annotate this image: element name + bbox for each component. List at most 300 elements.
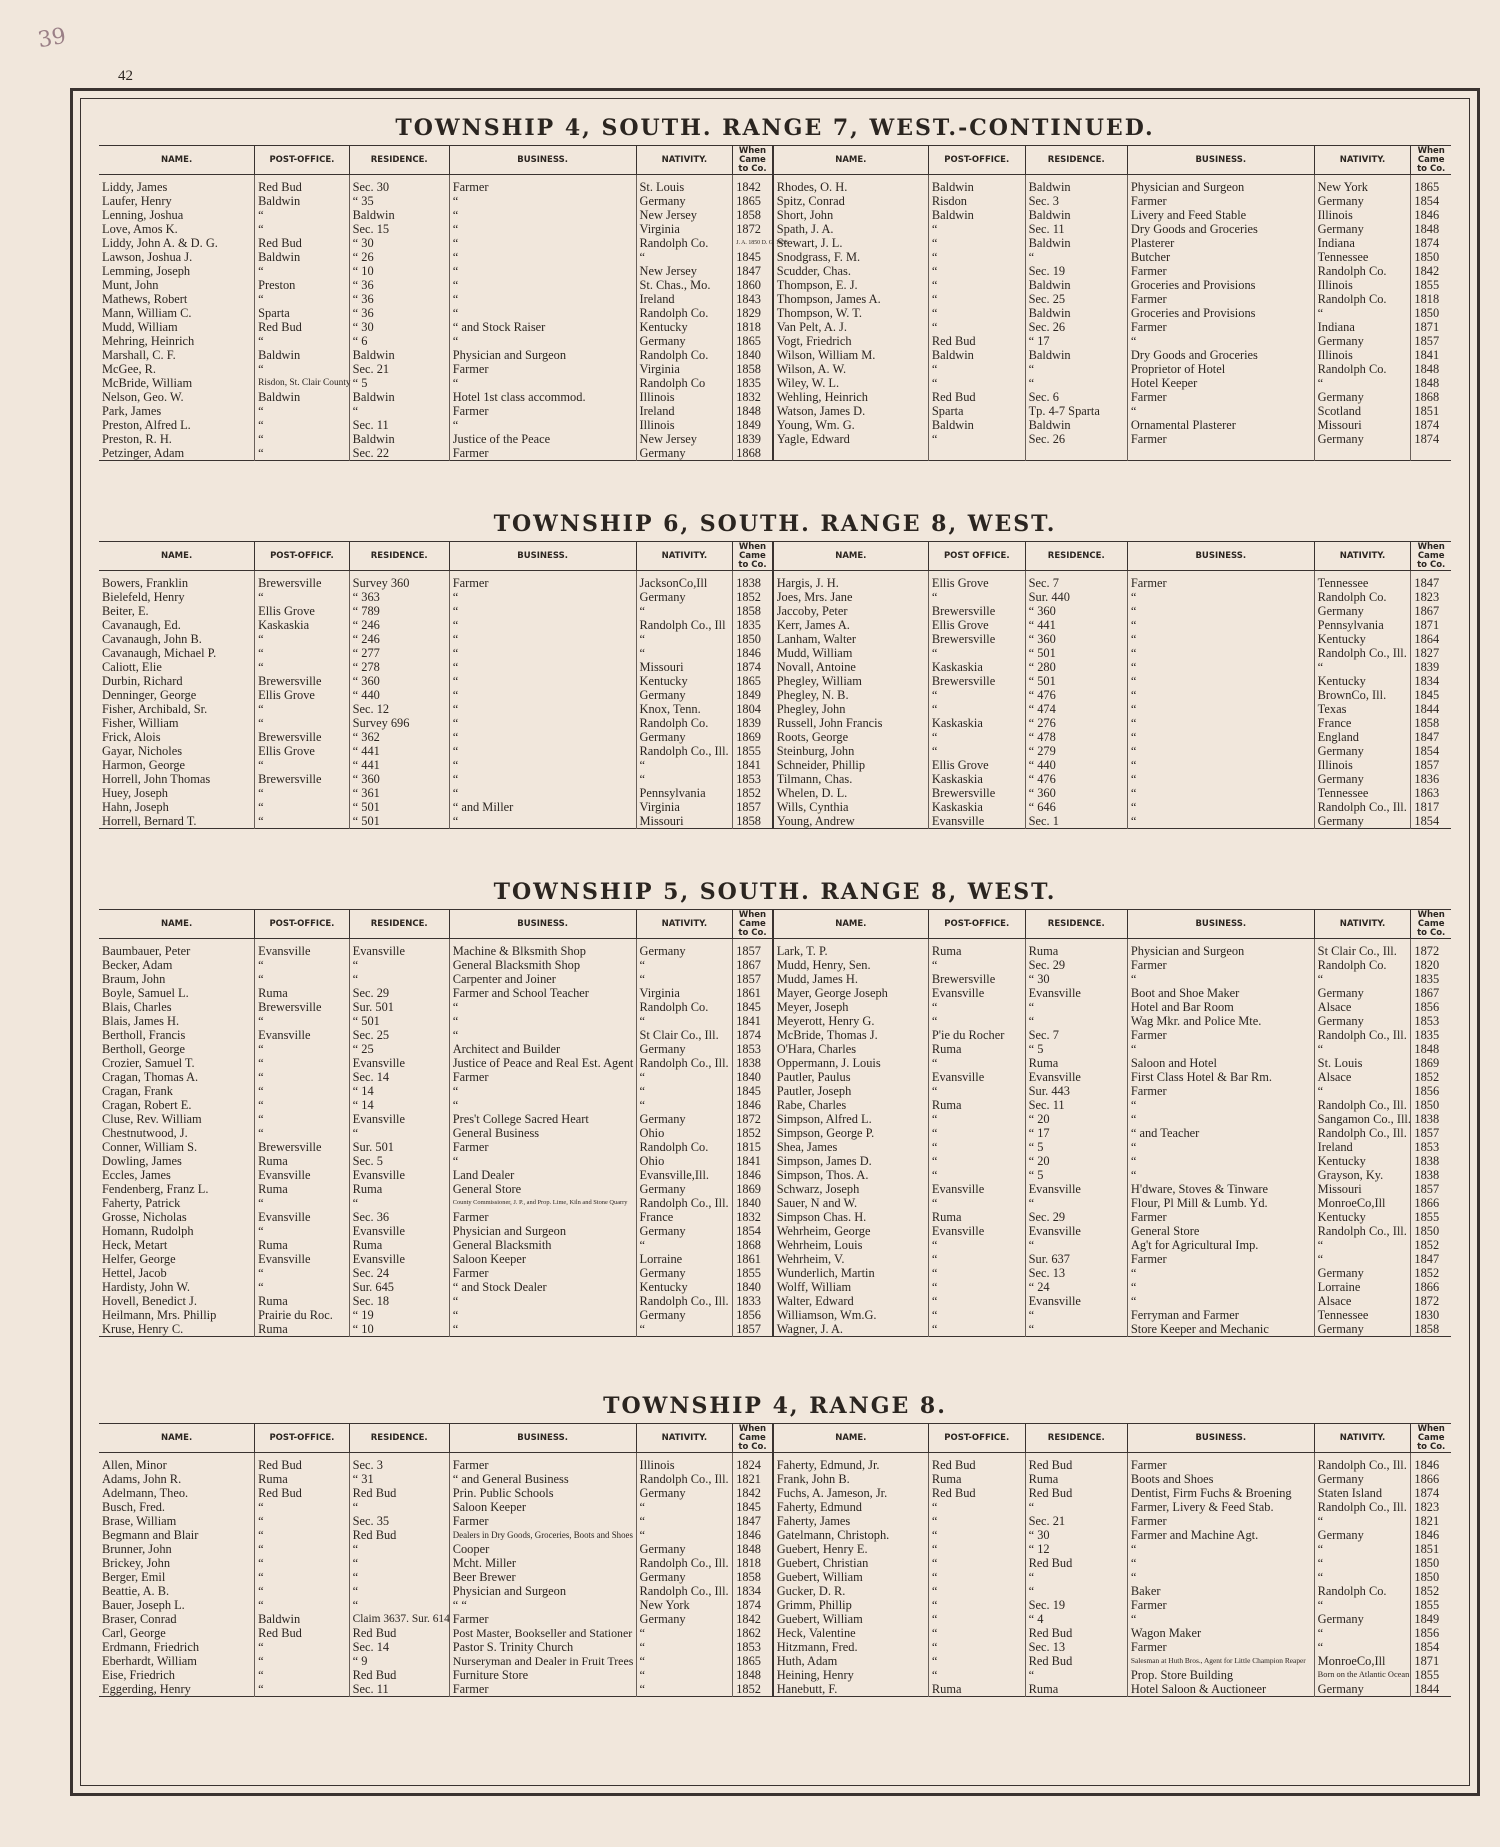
cell-post-office: “ — [928, 1266, 1025, 1280]
cell-residence: Sec. 11 — [349, 1682, 449, 1697]
cell-business: “ — [449, 646, 636, 660]
cell-nativity: France — [1314, 716, 1411, 730]
table-row — [99, 1000, 1451, 1014]
cell-post-office: “ — [255, 1126, 350, 1140]
cell-nativity: St Clair Co., Ill. — [1314, 939, 1411, 959]
cell-post-office: Ruma — [928, 1042, 1025, 1056]
cell-residence: “ 246 — [349, 618, 449, 632]
cell-nativity: “ — [636, 1070, 733, 1084]
cell-residence: “ 36 — [349, 292, 449, 306]
cell-nativity: Illinois — [636, 418, 733, 432]
cell-year: 1846 — [733, 1098, 773, 1112]
cell-name: Chestnutwood, J. — [102, 1126, 188, 1140]
cell-residence: Baldwin — [1025, 418, 1127, 432]
cell-post-office: Ruma — [928, 939, 1025, 959]
cell-residence: “ 30 — [349, 320, 449, 334]
cell-residence: “ 441 — [349, 758, 449, 772]
cell-post-office: “ — [255, 972, 350, 986]
cell-business: Land Dealer — [449, 1168, 636, 1182]
column-header: When Came to Co. — [1411, 1424, 1451, 1453]
cell-business: “ — [449, 376, 636, 390]
cell-name: Cavanaugh, Ed. — [102, 618, 181, 632]
cell-post-office: P'ie du Rocher — [928, 1028, 1025, 1042]
cell-residence: “ 10 — [349, 264, 449, 278]
cell-post-office: Ruma — [928, 1210, 1025, 1224]
cell-post-office: Baldwin — [928, 418, 1025, 432]
cell-year: 1855 — [733, 1266, 773, 1280]
register-table — [99, 145, 1451, 461]
cell-name: Begmann and Blair — [102, 1528, 199, 1542]
cell-nativity: Randolph Co., Ill. — [1314, 1126, 1411, 1140]
cell-post-office: “ — [255, 590, 350, 604]
cell-residence: “ — [1025, 1014, 1127, 1028]
cell-business: “ — [1127, 758, 1314, 772]
cell-nativity: MonroeCo,Ill — [1314, 1196, 1411, 1210]
cell-residence: Evansville — [349, 1224, 449, 1238]
table-row — [99, 1098, 1451, 1112]
cell-nativity: Alsace — [1314, 1000, 1411, 1014]
cell-name: Hargis, J. H. — [773, 571, 929, 591]
cell-residence: “ 4 — [1025, 1612, 1127, 1626]
cell-residence: “ 363 — [349, 590, 449, 604]
cell-post-office: “ — [928, 1612, 1025, 1626]
cell-year: 1854 — [1411, 194, 1451, 208]
cell-nativity: Randolph Co. — [636, 716, 733, 730]
cell-post-office: “ — [928, 1280, 1025, 1294]
cell-business: Boot and Shoe Maker — [1127, 986, 1314, 1000]
cell-year: 1835 — [733, 618, 773, 632]
cell-post-office: “ — [255, 1528, 350, 1542]
cell-year: 1840 — [733, 1280, 773, 1294]
cell-residence: Baldwin — [1025, 236, 1127, 250]
cell-year: 1866 — [1411, 1472, 1451, 1486]
table-row — [99, 972, 1451, 986]
cell-business: “ — [449, 744, 636, 758]
cell-name: Hardisty, John W. — [102, 1280, 190, 1294]
cell-year: 1818 — [733, 320, 773, 334]
table-row — [99, 730, 1451, 744]
cell-nativity: Randolph Co. — [1314, 1584, 1411, 1598]
cell-business: Farmer — [449, 1514, 636, 1528]
cell-post-office: “ — [255, 362, 350, 376]
cell-residence: Baldwin — [1025, 175, 1127, 195]
cell-nativity: Germany — [1314, 772, 1411, 786]
cell-name: McBride, Thomas J. — [773, 1028, 929, 1042]
cell-post-office: “ — [255, 1500, 350, 1514]
cell-year: 1865 — [733, 194, 773, 208]
cell-residence: “ — [349, 1584, 449, 1598]
cell-residence: “ 646 — [1025, 800, 1127, 814]
cell-year: 1838 — [733, 1056, 773, 1070]
table-row — [99, 939, 1451, 959]
cell-post-office: “ — [255, 1014, 350, 1028]
cell-residence: “ 476 — [1025, 688, 1127, 702]
cell-business: Farmer — [449, 446, 636, 461]
page-frame — [80, 98, 1470, 1786]
cell-year: 1868 — [733, 1238, 773, 1252]
cell-nativity: “ — [636, 1500, 733, 1514]
cell-residence: “ — [1025, 1668, 1127, 1682]
cell-post-office: “ — [928, 1294, 1025, 1308]
cell-business: “ — [449, 1322, 636, 1337]
township-section — [99, 1389, 1451, 1697]
cell-business: “ — [1127, 1154, 1314, 1168]
cell-nativity: Lorraine — [636, 1252, 733, 1266]
cell-post-office: “ — [255, 1682, 350, 1697]
cell-name: Cavanaugh, Michael P. — [102, 646, 217, 660]
cell-post-office: “ — [255, 1598, 350, 1612]
cell-name: Gucker, D. R. — [773, 1584, 929, 1598]
cell-year: 1851 — [1411, 1542, 1451, 1556]
cell-name: Rabe, Charles — [773, 1098, 929, 1112]
cell-year: 1857 — [733, 972, 773, 986]
cell-residence: “ — [349, 958, 449, 972]
column-header: NAME. — [773, 910, 929, 939]
cell-name: Love, Amos K. — [102, 222, 178, 236]
township-section — [99, 111, 1451, 461]
cell-business: Post Master, Bookseller and Stationer — [449, 1626, 636, 1640]
cell-business: Physician and Surgeon — [449, 1224, 636, 1238]
cell-post-office: “ — [928, 1500, 1025, 1514]
cell-name: Adams, John R. — [102, 1472, 182, 1486]
cell-name: Oppermann, J. Louis — [773, 1056, 929, 1070]
cell-nativity — [1314, 446, 1411, 461]
cell-post-office: “ — [255, 1654, 350, 1668]
cell-post-office: “ — [255, 800, 350, 814]
cell-business: “ — [1127, 334, 1314, 348]
cell-name: Thompson, W. T. — [773, 306, 929, 320]
table-row — [99, 418, 1451, 432]
cell-business: “ — [449, 1098, 636, 1112]
cell-business: “ — [449, 264, 636, 278]
register-table — [99, 1423, 1451, 1697]
cell-residence: “ 277 — [349, 646, 449, 660]
cell-year: 1858 — [1411, 716, 1451, 730]
cell-year: 1855 — [1411, 278, 1451, 292]
cell-name: Lemming, Joseph — [102, 264, 191, 278]
cell-business: Physician and Surgeon — [449, 348, 636, 362]
table-row — [99, 1598, 1451, 1612]
cell-residence: “ — [349, 1542, 449, 1556]
cell-post-office: Brewersville — [255, 571, 350, 591]
cell-nativity: Virginia — [636, 222, 733, 236]
cell-business: Butcher — [1127, 250, 1314, 264]
cell-business: Justice of the Peace — [449, 432, 636, 446]
cell-name: Fisher, William — [102, 716, 179, 730]
cell-residence: “ 5 — [349, 376, 449, 390]
cell-residence: Sec. 26 — [1025, 320, 1127, 334]
cell-name: Blais, James H. — [102, 1014, 180, 1028]
cell-year: 1854 — [733, 1224, 773, 1238]
cell-nativity: Missouri — [1314, 418, 1411, 432]
cell-business: “ — [449, 590, 636, 604]
column-header: NATIVITY. — [1314, 146, 1411, 175]
cell-name: Sauer, N and W. — [773, 1196, 929, 1210]
cell-residence: “ 501 — [349, 1014, 449, 1028]
cell-name: Bowers, Franklin — [102, 576, 189, 590]
cell-post-office: Brewersville — [255, 1140, 350, 1154]
cell-name: Huey, Joseph — [102, 786, 168, 800]
cell-residence: “ 20 — [1025, 1112, 1127, 1126]
cell-year: 1865 — [733, 334, 773, 348]
cell-nativity: Ireland — [1314, 1140, 1411, 1154]
cell-post-office: Ellis Grove — [255, 688, 350, 702]
cell-name: Helfer, George — [102, 1252, 176, 1266]
cell-year: 1874 — [733, 660, 773, 674]
cell-year: 1823 — [1411, 590, 1451, 604]
cell-business: “ — [449, 208, 636, 222]
column-header: NATIVITY. — [1314, 542, 1411, 571]
cell-year: 1872 — [1411, 1294, 1451, 1308]
cell-business: Prop. Store Building — [1127, 1668, 1314, 1682]
table-body — [99, 1453, 1451, 1697]
cell-nativity: “ — [1314, 306, 1411, 320]
column-header: POST-OFFICE. — [255, 910, 350, 939]
cell-name: Mudd, William — [102, 320, 178, 334]
cell-nativity: JacksonCo,Ill — [636, 571, 733, 591]
cell-residence: Ruma — [1025, 1682, 1127, 1697]
cell-post-office — [928, 446, 1025, 461]
cell-business: General Store — [1127, 1224, 1314, 1238]
cell-residence: “ 440 — [349, 688, 449, 702]
cell-nativity: “ — [636, 758, 733, 772]
cell-year: 1838 — [1411, 1168, 1451, 1182]
cell-nativity: “ — [636, 972, 733, 986]
column-header: BUSINESS. — [449, 542, 636, 571]
cell-year: 1874 — [733, 1598, 773, 1612]
cell-nativity: Germany — [636, 1570, 733, 1584]
table-row — [99, 1196, 1451, 1210]
cell-name: Fendenberg, Franz L. — [102, 1182, 209, 1196]
cell-year: 1874 — [1411, 432, 1451, 446]
cell-residence: Sec. 14 — [349, 1640, 449, 1654]
cell-post-office: Red Bud — [928, 1486, 1025, 1500]
cell-business: Plasterer — [1127, 236, 1314, 250]
cell-name: Grimm, Phillip — [773, 1598, 929, 1612]
table-row — [99, 786, 1451, 800]
cell-year: 1836 — [1411, 772, 1451, 786]
cell-name: O'Hara, Charles — [773, 1042, 929, 1056]
cell-business: Physician and Surgeon — [1127, 175, 1314, 195]
cell-business: Prin. Public Schools — [449, 1486, 636, 1500]
cell-business: “ — [1127, 1098, 1314, 1112]
cell-name: Frank, John B. — [773, 1472, 929, 1486]
cell-nativity: Texas — [1314, 702, 1411, 716]
column-header: RESIDENCE. — [349, 146, 449, 175]
table-row — [99, 1140, 1451, 1154]
cell-name: Walter, Edward — [773, 1294, 929, 1308]
cell-nativity: Kentucky — [636, 674, 733, 688]
cell-nativity: “ — [636, 1654, 733, 1668]
cell-name: Mayer, George Joseph — [773, 986, 929, 1000]
column-header: NATIVITY. — [636, 146, 733, 175]
cell-name: Fisher, Archibald, Sr. — [102, 702, 208, 716]
cell-business: Farmer — [449, 362, 636, 376]
column-header: BUSINESS. — [449, 910, 636, 939]
cell-residence: Ruma — [1025, 939, 1127, 959]
cell-post-office: “ — [928, 222, 1025, 236]
cell-residence: “ 10 — [349, 1322, 449, 1337]
cell-year: 1874 — [1411, 418, 1451, 432]
cell-residence: Sec. 11 — [1025, 222, 1127, 236]
table-row — [99, 376, 1451, 390]
cell-residence: “ 501 — [1025, 646, 1127, 660]
cell-name: Lanham, Walter — [773, 632, 929, 646]
cell-business: “ — [449, 222, 636, 236]
cell-name: Gayar, Nicholes — [102, 744, 183, 758]
cell-post-office: “ — [928, 958, 1025, 972]
cell-post-office: Red Bud — [255, 1486, 350, 1500]
cell-year: 1866 — [1411, 1196, 1451, 1210]
cell-post-office: Ruma — [255, 1472, 350, 1486]
cell-business: “ — [1127, 1570, 1314, 1584]
cell-business: Beer Brewer — [449, 1570, 636, 1584]
cell-nativity: Knox, Tenn. — [636, 702, 733, 716]
section-title: TOWNSHIP 5, SOUTH. RANGE 8, WEST. — [493, 879, 1057, 905]
cell-nativity: France — [636, 1210, 733, 1224]
table-row — [99, 986, 1451, 1000]
cell-name: Schneider, Phillip — [773, 758, 929, 772]
cell-nativity: Virginia — [636, 986, 733, 1000]
cell-nativity: Randolph Co. — [1314, 264, 1411, 278]
cell-residence: “ — [349, 1556, 449, 1570]
column-header: RESIDENCE. — [1025, 910, 1127, 939]
cell-name: Simpson, James D. — [773, 1154, 929, 1168]
cell-business: “ — [449, 660, 636, 674]
table-body — [99, 571, 1451, 829]
cell-nativity: Germany — [636, 446, 733, 461]
cell-nativity: “ — [1314, 1556, 1411, 1570]
cell-nativity: “ — [1314, 1570, 1411, 1584]
cell-post-office: “ — [255, 1556, 350, 1570]
cell-nativity: Kentucky — [1314, 1154, 1411, 1168]
cell-year: 1852 — [733, 786, 773, 800]
cell-nativity: “ — [1314, 1252, 1411, 1266]
cell-post-office: “ — [928, 1598, 1025, 1612]
table-row — [99, 688, 1451, 702]
cell-post-office: Evansville — [255, 939, 350, 959]
cell-business: Farmer — [1127, 194, 1314, 208]
cell-nativity: Randolph Co., Ill. — [636, 1472, 733, 1486]
cell-post-office: Preston — [255, 278, 350, 292]
cell-nativity: Germany — [636, 1266, 733, 1280]
cell-year: 1850 — [1411, 306, 1451, 320]
cell-residence: Sec. 1 — [1025, 814, 1127, 829]
cell-residence: “ 278 — [349, 660, 449, 674]
cell-year: 1874 — [733, 1028, 773, 1042]
cell-post-office: “ — [255, 1668, 350, 1682]
cell-post-office: Kaskaskia — [928, 772, 1025, 786]
cell-nativity: “ — [636, 1640, 733, 1654]
cell-business: Farmer — [449, 1210, 636, 1224]
cell-name: Simpson, George P. — [773, 1126, 929, 1140]
cell-name: Van Pelt, A. J. — [773, 320, 929, 334]
cell-residence: “ 5 — [1025, 1140, 1127, 1154]
cell-name: Hovell, Benedict J. — [102, 1294, 197, 1308]
cell-name: Erdmann, Friedrich — [102, 1640, 200, 1654]
table-row — [99, 1556, 1451, 1570]
cell-residence: Sec. 19 — [1025, 1598, 1127, 1612]
cell-business: Saloon and Hotel — [1127, 1056, 1314, 1070]
cell-name: Faherty, James — [773, 1514, 929, 1528]
cell-residence: “ 441 — [349, 744, 449, 758]
cell-residence: Baldwin — [1025, 306, 1127, 320]
cell-nativity: Indiana — [1314, 236, 1411, 250]
table-row — [99, 1168, 1451, 1182]
cell-name: Faherty, Edmund, Jr. — [773, 1453, 929, 1473]
cell-nativity: Randolph Co., Ill. — [1314, 800, 1411, 814]
township-section — [99, 507, 1451, 829]
cell-post-office: “ — [255, 646, 350, 660]
cell-post-office: “ — [255, 1584, 350, 1598]
cell-residence: Sec. 22 — [349, 446, 449, 461]
cell-post-office: Evansville — [928, 814, 1025, 829]
cell-nativity: Germany — [636, 1182, 733, 1196]
cell-post-office: “ — [928, 702, 1025, 716]
cell-residence: “ 14 — [349, 1084, 449, 1098]
register-table — [99, 909, 1451, 1337]
cell-business — [1127, 446, 1314, 461]
cell-business: “ “ — [449, 1598, 636, 1612]
cell-residence: Sec. 30 — [349, 175, 449, 195]
header-row — [99, 542, 1451, 571]
cell-year: 1857 — [1411, 758, 1451, 772]
cell-year: 1817 — [1411, 800, 1451, 814]
cell-name: Phegley, N. B. — [773, 688, 929, 702]
table-row — [99, 660, 1451, 674]
cell-business: Saloon Keeper — [449, 1252, 636, 1266]
cell-business: “ — [449, 716, 636, 730]
cell-post-office: Kaskaskia — [928, 660, 1025, 674]
cell-residence: Sur. 501 — [349, 1140, 449, 1154]
cell-residence: Sur. 443 — [1025, 1084, 1127, 1098]
cell-nativity: Born on the Atlantic Ocean — [1314, 1668, 1411, 1682]
cell-residence: Sec. 7 — [1025, 1028, 1127, 1042]
cell-year: 1871 — [1411, 320, 1451, 334]
cell-nativity: “ — [1314, 660, 1411, 674]
cell-post-office: Sparta — [255, 306, 350, 320]
table-row — [99, 1453, 1451, 1473]
cell-name: Petzinger, Adam — [102, 446, 185, 460]
cell-business: “ — [449, 236, 636, 250]
cell-business: Farmer — [1127, 1028, 1314, 1042]
cell-residence: Red Bud — [349, 1668, 449, 1682]
cell-nativity: Missouri — [1314, 1182, 1411, 1196]
cell-name: Frick, Alois — [102, 730, 161, 744]
table-row — [99, 432, 1451, 446]
cell-business: Farmer — [449, 1070, 636, 1084]
cell-year: 1852 — [1411, 1070, 1451, 1084]
table-row — [99, 618, 1451, 632]
cell-business: “ — [449, 1308, 636, 1322]
cell-year: 1850 — [1411, 1570, 1451, 1584]
cell-nativity: Germany — [636, 688, 733, 702]
cell-residence: “ 246 — [349, 632, 449, 646]
cell-residence: “ 478 — [1025, 730, 1127, 744]
cell-nativity: “ — [1314, 376, 1411, 390]
cell-year: 1857 — [1411, 1126, 1451, 1140]
cell-year: 1846 — [733, 1168, 773, 1182]
cell-business: Nurseryman and Dealer in Fruit Trees — [449, 1654, 636, 1668]
cell-business: “ — [449, 1028, 636, 1042]
cell-nativity: “ — [1314, 1084, 1411, 1098]
cell-business: Farmer — [1127, 390, 1314, 404]
cell-residence: Ruma — [349, 1238, 449, 1252]
cell-business: “ — [449, 758, 636, 772]
cell-name: Lenning, Joshua — [102, 208, 184, 222]
cell-residence: “ 26 — [349, 250, 449, 264]
cell-business: “ — [449, 604, 636, 618]
